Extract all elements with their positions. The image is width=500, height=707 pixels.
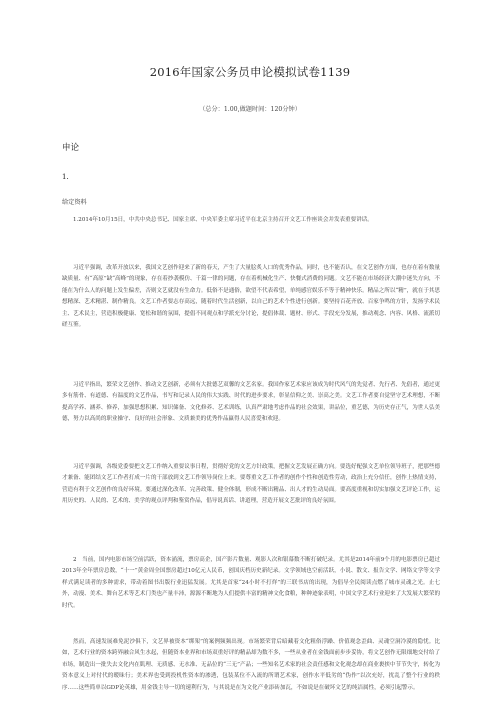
- paragraph-3: 习近平指出，繁荣文艺创作、推动文艺创新，必须有大批德艺双馨的文艺名家。我国作家艺术家应该成为时代风气的先觉者、先行者、先倡者，通过更多有筋骨、有道德、有温度的文艺作品，书写和记录人民的伟大实践、时代的进步要求，彰显信仰之美、崇高之美。文艺工作者要自觉坚守艺术理想，不断提高学养、涵养、修养，加强思想积累、知识储备、文化修养、艺术训练，认真严肃地考虑作品的社会效果，讲品位，重艺德，为历史存正气，为世人弘美德，努力以高尚的职业操守、良好的社会形象、文质兼美的优秀作品赢得人民喜爱和欢迎。: [62, 382, 440, 423]
- paragraph-1: 1.2014年10月15日，中共中央总书记、国家主席、中央军委主席习近平在北京主持召开文艺工作座谈会并发表重要讲话。: [73, 217, 373, 223]
- material-label: 给定资料: [62, 199, 87, 206]
- document-subtitle: （总分：1.00,做题时间：120分钟）: [199, 106, 301, 113]
- paragraph-6: 然而，高速发展难免泥沙俱下，文艺界被资本“绑架”的案例频频出现。市场繁荣背后暗藏着文化粗俗浮躁、价值观念歪曲、灵魂空洞冷漠的隐忧。比如，艺术行业的资本跨界融合风生水起，但随资本业界和市场双重好评的精品却为数不多，一些从业者在金钱面前步步妥协，将文艺创作无限细地交付给了市场，制造出一批失去文化内在肌理、无质感、无水准、无品位的“三无”产品；一些知名艺术家的社会责任感和文化观念却在商业裹挟中节节失守，转化为资本意义上对付代的暧昧行；美术界也受到投机性资本的渗透，包装某位不入流的所谓艺术家，创作水平低劣的“伪作”以次充好，扰乱了整个行业的秩序……这些简单以GDP论英雄，用金钱主导一切的速利行为，与其说是在为文化产业添砖加瓦，不如说是在破坏文艺的纯洁属性，必须引起警示。: [62, 639, 440, 691]
- document-title: 2016年国家公务员申论模拟试卷1139: [149, 65, 351, 79]
- paragraph-4: 习近平强调，各级党委要把文艺工作纳入重要议事日程，贯彻好党的文艺方针政策，把握文艺发展正确方向。要选好配强文艺单位领导班子，把那些德才兼备、能团结文艺工作者打成一片的干部放到文艺工作领导岗位上来。要尊重文艺工作者的创作个性和创造性劳动，政治上充分信任，创作上热情支持，营造有利于文艺创作的良好环境。要通过深化改革、完善政策、健全体制，形成不断出精品、出人才的生动局面。要高度重视和切实加强文艺评论工作，运用历史的、人民的、艺术的、美学的观点评判和鉴赏作品，倡导说真话、讲道理，营造开展文艺批评的良好氛围。: [62, 464, 440, 505]
- section-heading: 申论: [62, 143, 80, 153]
- paragraph-5: 2 当前，国内电影市场空前活跃，资本涌流，票房高企，国产影片数量、观影人次和银幕数不断打破纪录。尤其是2014年前9个月的电影票房已超过2013年全年票房总数，“十一”黄金周全国票房超过10亿元人民币，创国庆档历史新纪录。文学领域也空前活跃，小说、散文、报告文学、网络文学等文学样式满足读者的多种需求，带动着图书出版行业迅猛发展。尤其是首家“24小时不打烊”的三联书店的出现，为倡导全民阅读点燃了城市灵魂之光。止七外，动漫、美术、舞台艺术等艺术门类也产量丰沛，源源不断地为人们提供丰富的精神文化食粮，种种迹象表明，中国文学艺术行业迎来了大发展大繁荣的时代。: [62, 557, 440, 609]
- question-number: 1.: [62, 173, 69, 181]
- paragraph-2: 习近平强调，改革开放以来，我国文艺创作迎来了新的春天，产生了大量脍炙人口的优秀作品，同时，也不能否认，在文艺创作方面，也存在着有数量缺质量、有“高原”缺“高峰”的现象，存在着抄袭模仿、千篇一律的问题，存在着机械化生产、快餐式消费的问题。文艺不能在市场经济大潮中迷失方向，不能在为什么人的问题上发生偏差，否则文艺就没有生命力。低俗不是通俗，欲望不代表希望，单纯感官娱乐不等于精神快乐。精品之所以“精”，就在于其思想精深、艺术精湛、制作精良。文艺工作者要志存高远，随着时代生活创新，以自己的艺术个性进行创新。要坚持百花齐放、百家争鸣的方针，发扬学术民主、艺术民主，营造积极健康、宽松和谐的氛围，提倡不同观点和学派充分讨论，提倡体裁、题材、形式、手段充分发展，推动观念、内容、风格、流派切磋互鉴。: [62, 265, 440, 329]
